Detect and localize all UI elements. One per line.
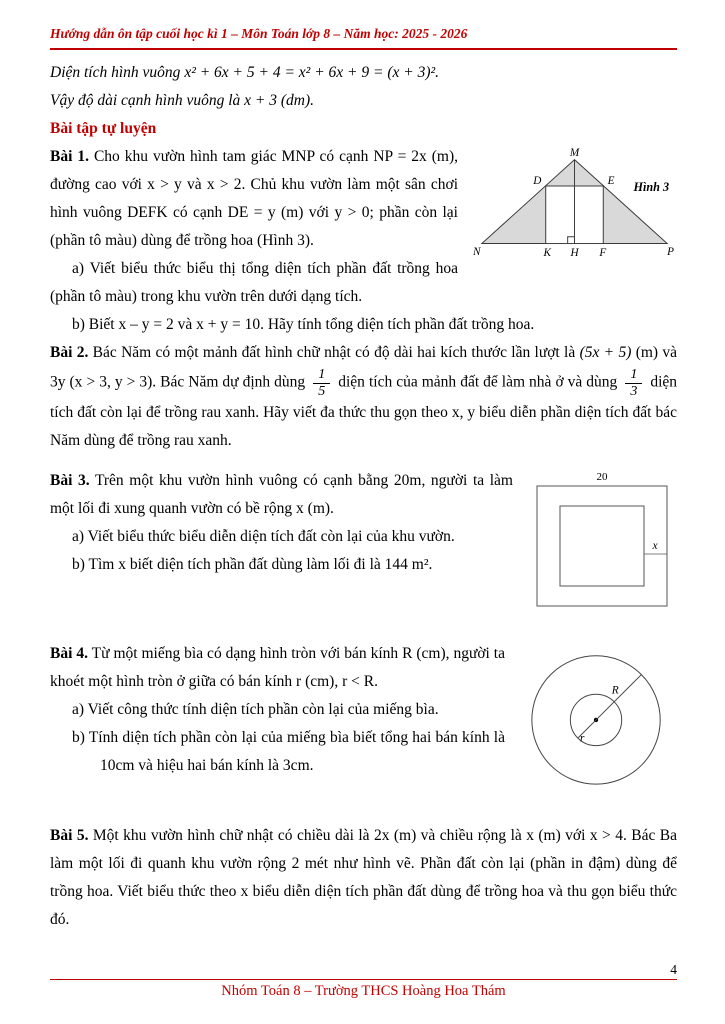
triangle-figure-svg [472,146,677,265]
bai3-label: Bài 3. [50,472,90,490]
fraction-numerator: 1 [625,367,642,384]
annulus-figure-svg [519,640,677,794]
square-top-dimension-label: 20 [596,471,608,484]
bai1-text: Cho khu vườn hình tam giác MNP có cạnh NP = 2x (m), đường cao với x > y và x > 2. Chủ khu vườn làm một sân chơi hình vuông DEFK có cạnh DE = y (m) với y > 0; phần còn lại (phần tô màu) dùng để trồng hoa (Hình 3). [50,148,458,249]
bai4-item-b: b) Tính diện tích phần còn lại của miếng bìa biết tổng hai bán kính là 10cm và hiệu hai bán kính là 3cm. [72,729,505,775]
point-label-n: N [473,246,481,259]
bai2-math-expression: (5x + 5) [579,344,632,361]
bai5-text: Một khu vườn hình chữ nhật có chiều dài là 2x (m) và chiều rộng là x (m) với x > 4. Bác Ba làm một lối đi quanh khu vườn rộng 2 mét như hình vẽ. Phần đất còn lại (phần in đậm) dùng để trồng hoa. Viết biểu thức theo x biểu diễn diện tích phần đất dùng để trồng hoa và thu gọn biểu thức đó. [50,827,677,929]
point-label-k: K [543,247,551,260]
bai1-label: Bài 1. [50,148,89,165]
document-content [50,59,677,934]
fraction-denominator: 5 [318,383,326,399]
bai1-figure [472,146,677,275]
solution-line-1 [50,59,677,87]
point-label-f: F [599,247,607,260]
point-label-e: E [607,175,615,188]
solution-line-2: Vậy độ dài cạnh hình vuông là x + 3 (dm). [50,92,315,109]
solution-line-1-formula: x² + 6x + 5 + 4 = x² + 6x + 9 = (x + 3)². [184,64,440,81]
bai2-statement [50,339,677,455]
bai3-item-a: a) Viết biểu thức biểu diễn diện tích đất còn lại của khu vườn. [72,528,455,546]
bai3-item-b: b) Tìm x biết diện tích phần đất dùng làm lối đi là 144 m². [72,556,433,574]
fraction-one-fifth [313,367,330,399]
point-label-m: M [569,146,580,159]
fraction-numerator: 1 [313,367,330,384]
page-footer [50,962,677,1000]
inner-radius-label: r [579,733,585,746]
bai4-label: Bài 4. [50,645,88,663]
inner-square-shape [560,506,644,586]
page-header-title: Hướng dẫn ôn tập cuối học kì 1 – Môn Toán lớp 8 – Năm học: 2025 - 2026 [50,26,677,50]
page-number: 4 [670,962,677,977]
bai5-statement [50,822,677,934]
bai2-text-1: Bác Năm có một mảnh đất hình chữ nhật có độ dài hai kích thước lần lượt là [92,344,576,361]
bai3-text: Trên một khu vườn hình vuông có cạnh bằng 20m, người ta làm một lối đi xung quanh vườn có bề rộng x (m). [50,472,513,518]
section-heading: Bài tập tự luyện [50,120,157,137]
bai1-item-b: b) Biết x – y = 2 và x + y = 10. Hãy tính tổng diện tích phần đất trồng hoa. [72,316,535,333]
bai4-text: Từ một miếng bìa có dạng hình tròn với bán kính R (cm), người ta khoét một hình tròn ở giữa có bán kính r (cm), r < R. [50,645,505,691]
problem-bai2 [50,339,677,455]
point-label-h: H [570,247,579,260]
figure3-caption: Hình 3 [633,179,670,194]
problem-bai1 [50,143,677,339]
outer-radius-label: R [611,684,619,697]
bai2-label: Bài 2. [50,344,89,361]
footer-rule [50,979,677,980]
bai1-item-a: a) Viết biểu thức biểu thị tổng diện tích phần đất trồng hoa (phần tô màu) trong khu vườn trên dưới dạng tích. [50,260,458,305]
problem-bai3 [50,467,677,624]
footer-credit: Nhóm Toán 8 – Trường THCS Hoàng Hoa Thám [221,983,506,999]
bai4-item-a: a) Viết công thức tính diện tích phần còn lại của miếng bìa. [72,701,439,719]
bai2-text-2: (m) và 3y (x > 3, y > 3). Bác Năm dự định dùng [50,344,677,391]
problem-bai4 [50,640,677,806]
fraction-denominator: 3 [630,383,638,399]
fraction-one-third [625,367,642,399]
bai2-text-4: diện tích đất còn lại để trồng rau xanh. Hãy viết đa thức thu gọn theo x, y biểu diễn phần diện tích đất bác Năm dùng để trồng rau xanh. [50,373,677,450]
bai4-figure [519,640,677,804]
bai3-figure [527,470,677,622]
outer-radius-line [596,675,641,720]
bai5-label: Bài 5. [50,827,89,845]
problem-bai5 [50,822,677,934]
bai2-text-3: diện tích của mảnh đất để làm nhà ở và dùng [338,373,618,391]
square-path-figure-svg [527,470,677,612]
solution-line-1-text: Diện tích hình vuông [50,64,181,81]
path-width-label: x [652,540,658,553]
point-label-p: P [667,246,674,259]
point-label-d: D [533,175,542,188]
